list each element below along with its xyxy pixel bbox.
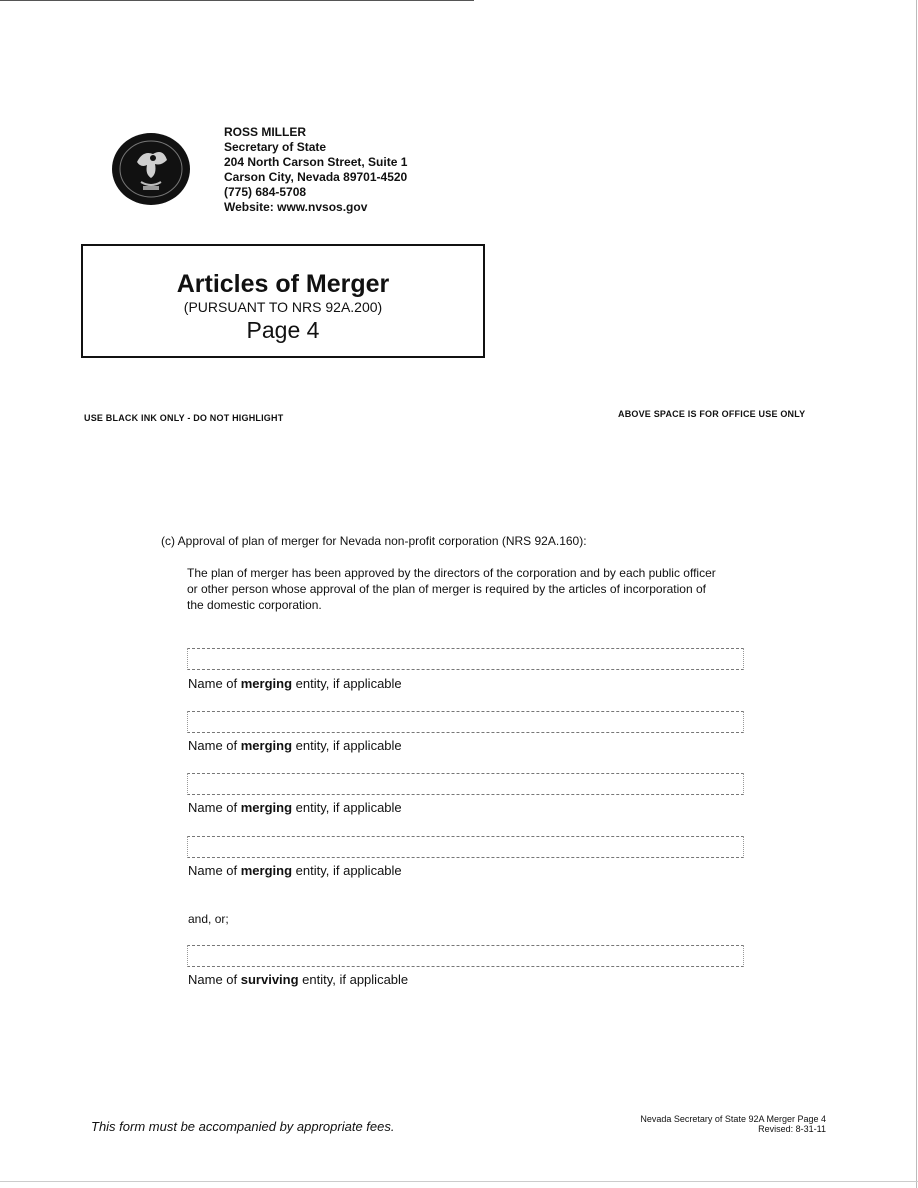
right-border-line [916, 0, 917, 1188]
form-title: Articles of Merger [176, 270, 390, 298]
merging-entity-label-4 [188, 863, 402, 878]
merging-entity-name-field-3[interactable] [187, 773, 744, 795]
page-label: Page 4 [246, 317, 320, 343]
label-prefix: Name of [188, 972, 241, 987]
secretary-address-block [224, 125, 407, 215]
label-prefix: Name of [188, 738, 241, 753]
address-street: 204 North Carson Street, Suite 1 [224, 155, 408, 169]
office-use-notice: ABOVE SPACE IS FOR OFFICE USE ONLY [618, 409, 806, 419]
surviving-entity-label [188, 972, 408, 987]
merging-entity-name-field-1[interactable] [187, 648, 744, 670]
section-c-paragraph: The plan of merger has been approved by the directors of the corporation and by each public officer or other person whose approval of the plan of merger is required by the articles of incorporation of the domestic corporation. [187, 566, 716, 612]
bottom-border-line [0, 1181, 918, 1182]
label-suffix: entity, if applicable [298, 972, 409, 987]
form-subtitle: (PURSUANT TO NRS 92A.200) [183, 299, 383, 315]
form-title-box [81, 244, 485, 358]
fees-notice: This form must be accompanied by appropriate fees. [91, 1119, 395, 1134]
phone-number: (775) 684-5708 [224, 185, 307, 199]
merging-entity-name-field-2[interactable] [187, 711, 744, 733]
label-emphasis: merging [240, 738, 293, 753]
form-id: Nevada Secretary of State 92A Merger Page 4 [640, 1114, 826, 1124]
label-prefix: Name of [188, 800, 241, 815]
label-emphasis: surviving [240, 972, 299, 987]
website: Website: www.nvsos.gov [224, 200, 368, 214]
label-suffix: entity, if applicable [292, 738, 402, 753]
revision-date: Revised: 8-31-11 [758, 1124, 826, 1134]
label-prefix: Name of [188, 676, 241, 691]
merging-entity-label-1 [188, 676, 402, 691]
label-suffix: entity, if applicable [292, 676, 402, 691]
label-emphasis: merging [240, 676, 293, 691]
and-or-text: and, or; [188, 912, 229, 926]
surviving-entity-name-field[interactable] [187, 945, 744, 967]
label-emphasis: merging [240, 863, 293, 878]
label-prefix: Name of [188, 863, 241, 878]
secretary-office: Secretary of State [224, 140, 327, 154]
merging-entity-label-2 [188, 738, 402, 753]
ink-notice: USE BLACK INK ONLY - DO NOT HIGHLIGHT [84, 413, 284, 423]
top-border-line [0, 0, 474, 1]
section-c-heading: (c) Approval of plan of merger for Nevada non-profit corporation (NRS 92A.160): [161, 534, 587, 548]
merging-entity-label-3 [188, 800, 402, 815]
label-emphasis: merging [240, 800, 293, 815]
label-suffix: entity, if applicable [292, 863, 402, 878]
merging-entity-name-field-4[interactable] [187, 836, 744, 858]
secretary-name: ROSS MILLER [224, 125, 307, 139]
form-footer [600, 1114, 826, 1134]
address-city: Carson City, Nevada 89701-4520 [224, 170, 408, 184]
label-suffix: entity, if applicable [292, 800, 402, 815]
nevada-seal-icon [111, 132, 191, 206]
